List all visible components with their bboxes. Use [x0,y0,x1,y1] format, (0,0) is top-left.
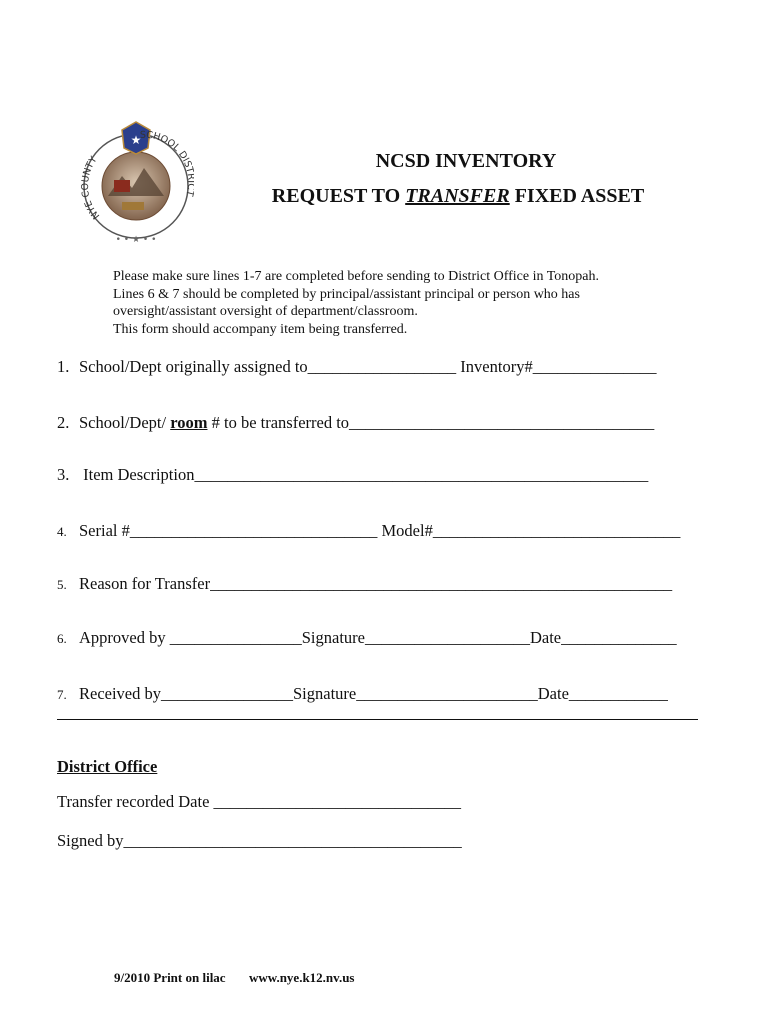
district-office-heading: District Office [57,757,158,776]
field-reason[interactable] [57,574,672,594]
field-number: 5. [57,577,67,592]
field-number: 6. [57,631,67,646]
subtitle-prefix: REQUEST TO [271,185,406,207]
footer-print-note: 9/2010 Print on lilac [114,970,226,985]
field-transfer-recorded-date[interactable]: Transfer recorded Date ______________________________ [57,792,462,811]
school-district-seal [78,118,194,248]
footer-website: www.nye.k12.nv.us [249,970,355,985]
section-divider [57,719,698,720]
field-item-description[interactable] [57,465,648,485]
svg-text:• • ★ • •: • • ★ • • [115,235,157,245]
field-text: Item Description_______________________________________________________ [79,465,649,484]
field-number: 3. [57,465,70,484]
field-text-pre: School/Dept/ [79,413,171,432]
field-number: 4. [57,524,67,539]
field-signed-by[interactable]: Signed by_________________________________________ [57,831,462,850]
form-subtitle [0,185,770,208]
field-text: Serial #______________________________ Model#______________________________ [79,521,681,540]
field-original-assignment[interactable] [57,357,656,377]
field-text: Approved by ________________Signature____________________Date______________ [79,628,677,647]
instructions-block [113,268,693,338]
form-title: NCSD INVENTORY [375,150,557,172]
field-text-emphasis: room [170,413,208,432]
instruction-line: oversight/assistant oversight of department/classroom. [113,304,418,319]
svg-text:★: ★ [130,133,142,147]
instruction-line: Lines 6 & 7 should be completed by principal/assistant principal or person who has [113,286,580,302]
field-transfer-destination[interactable] [57,413,654,433]
instruction-line: Please make sure lines 1-7 are completed before sending to District Office in Tonopah. [113,269,600,284]
instruction-line: This form should accompany item being transferred. [113,321,408,337]
field-number: 2. [57,413,70,432]
field-text: Received by________________Signature______________________Date____________ [79,684,668,703]
field-received-by[interactable] [57,684,668,704]
field-number: 1. [57,357,70,376]
field-text: School/Dept originally assigned to__________________ Inventory#_______________ [79,357,657,376]
svg-text:NYE COUNTY: NYE COUNTY [79,154,103,222]
svg-text:SCHOOL DISTRICT: SCHOOL DIS [139,129,194,170]
subtitle-emphasis: TRANSFER [405,185,510,207]
field-text-post: # to be transferred to_____________________________________ [207,413,655,432]
subtitle-suffix: FIXED ASSET [509,185,645,207]
field-serial-model[interactable] [57,521,680,541]
field-approved-by[interactable] [57,628,677,648]
field-number: 7. [57,687,67,702]
field-text: Reason for Transfer________________________________________________________ [79,574,673,593]
